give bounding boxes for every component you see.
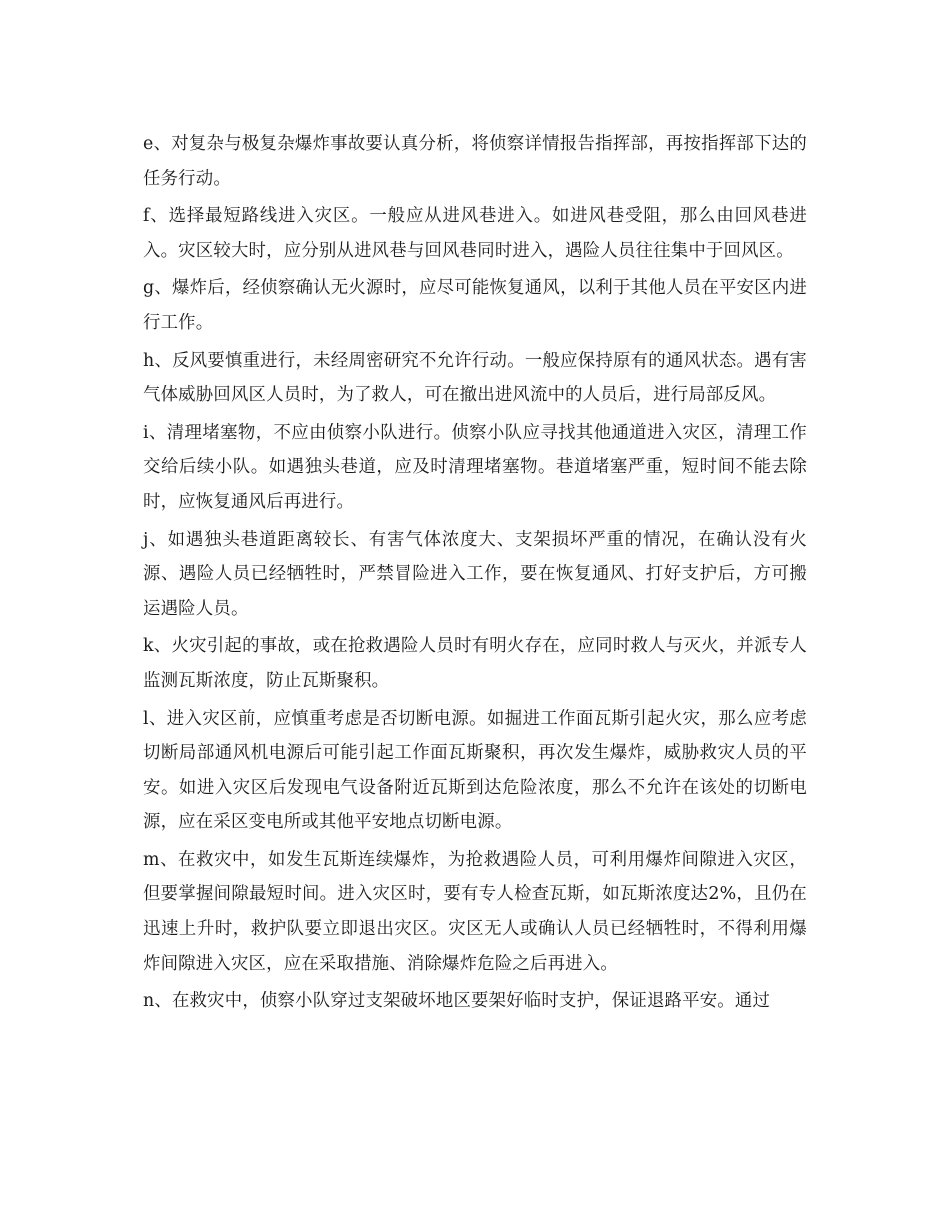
paragraph-g: g、爆炸后，经侦察确认无火源时，应尽可能恢复通风，以利于其他人员在平安区内进行工作。 bbox=[143, 278, 807, 333]
paragraph-m: m、在救灾中，如发生瓦斯连续爆炸，为抢救遇险人员，可利用爆炸间隙进入灾区，但要掌握间隙最短时间。进入灾区时，要有专人检查瓦斯，如瓦斯浓度达2%，且仍在迅速上升时，救护队要立即退出灾区。灾区无人或确认人员已经牺牲时，不得利用爆炸间隙进入灾区，应在采取措施、消除爆炸危险之后再进入。 bbox=[143, 849, 807, 974]
document-body bbox=[143, 127, 807, 1022]
paragraph-e: e、对复杂与极复杂爆炸事故要认真分析，将侦察详情报告指挥部，再按指挥部下达的任务行动。 bbox=[143, 134, 807, 189]
paragraph-i: i、清理堵塞物，不应由侦察小队进行。侦察小队应寻找其他通道进入灾区，清理工作交给后续小队。如遇独头巷道，应及时清理堵塞物。巷道堵塞严重，短时间不能去除时，应恢复通风后再进行。 bbox=[143, 422, 807, 512]
paragraph-f: f、选择最短路线进入灾区。一般应从进风巷进入。如进风巷受阻，那么由回风巷进入。灾区较大时，应分别从进风巷与回风巷同时进入，遇险人员往往集中于回风区。 bbox=[143, 206, 807, 261]
paragraph-h: h、反风要慎重进行，未经周密研究不允许行动。一般应保持原有的通风状态。遇有害气体威胁回风区人员时，为了救人，可在撤出进风流中的人员后，进行局部反风。 bbox=[143, 350, 807, 406]
paragraph-k: k、火灾引起的事故，或在抢救遇险人员时有明火存在，应同时救人与灭火，并派专人监测瓦斯浓度，防止瓦斯聚积。 bbox=[143, 636, 807, 691]
paragraph-j: j、如遇独头巷道距离较长、有害气体浓度大、支架损坏严重的情况，在确认没有火源、遇险人员已经牺牲时，严禁冒险进入工作，要在恢复通风、打好支护后，方可搬运遇险人员。 bbox=[143, 529, 807, 619]
paragraph-l: l、进入灾区前，应慎重考虑是否切断电源。如掘进工作面瓦斯引起火灾，那么应考虑切断局部通风机电源后可能引起工作面瓦斯聚积，再次发生爆炸，威胁救灾人员的平安。如进入灾区后发现电气设备附近瓦斯到达危险浓度，那么不允许在该处的切断电源，应在采区变电所或其他平安地点切断电源。 bbox=[143, 708, 807, 833]
paragraph-n: n、在救灾中，侦察小队穿过支架破坏地区要架好临时支护，保证退路平安。通过 bbox=[143, 991, 771, 1012]
